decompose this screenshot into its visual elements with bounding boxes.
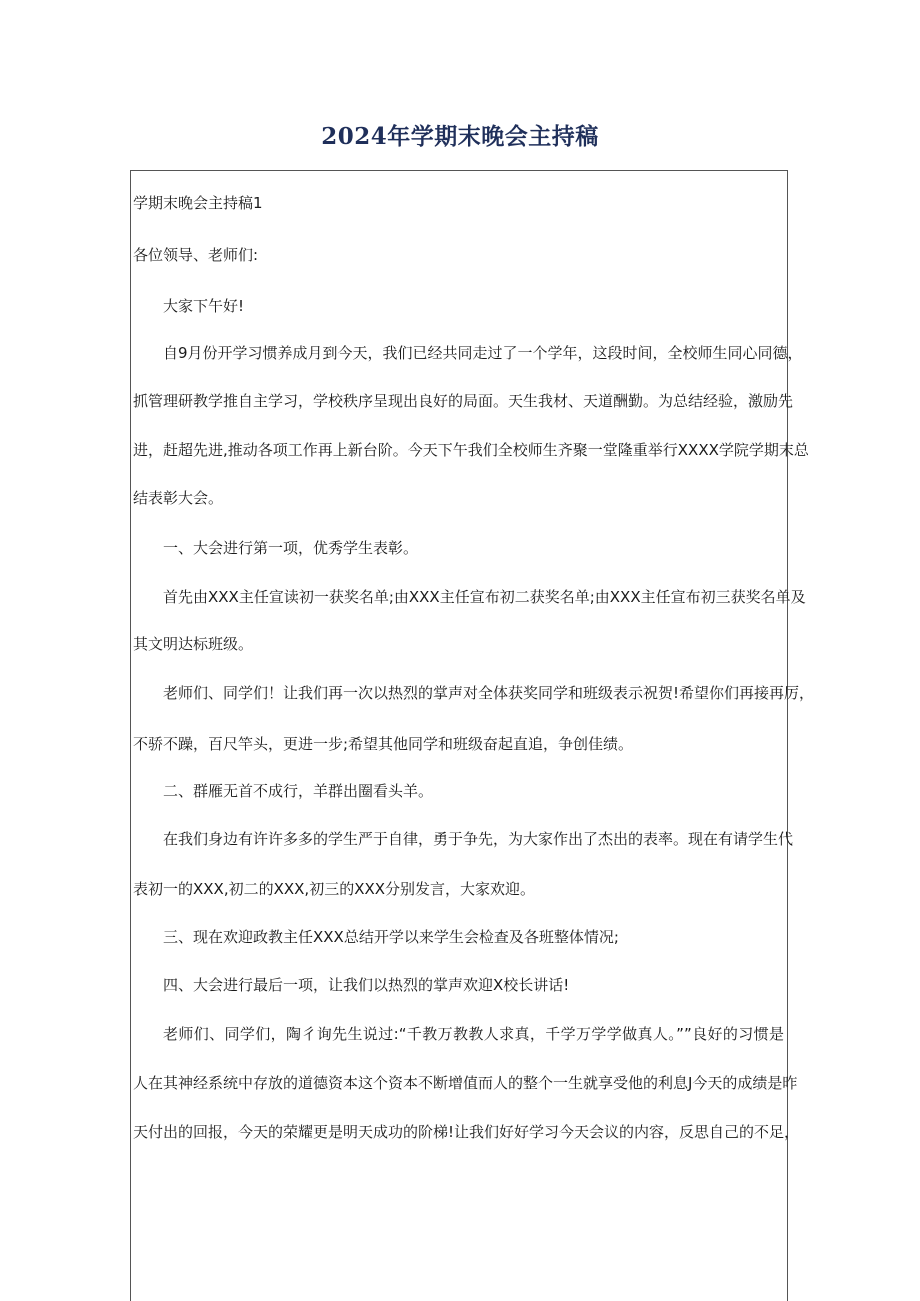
paragraph-line: 不骄不躁，百尺竿头，更进一步;希望其他同学和班级奋起直追，争创佳绩。	[133, 735, 634, 753]
section-heading: 学期末晚会主持稿1	[133, 194, 263, 212]
paragraph-line: 人在其神经系统中存放的道德资本这个资本不断增值而人的整个一生就享受他的利息J今天的成绩是昨	[133, 1074, 798, 1092]
agenda-item: 二、群雁无首不成行，羊群出圈看头羊。	[163, 782, 434, 800]
paragraph-line: 老师们、同学们！让我们再一次以热烈的掌声对全体获奖同学和班级表示祝贺!希望你们再接再厉，	[163, 684, 815, 702]
agenda-item: 一、大会进行第一项，优秀学生表彰。	[163, 539, 419, 557]
paragraph-line: 天付出的回报，今天的荣耀更是明天成功的阶梯!让我们好好学习今天会议的内容，反思自己的不足，	[133, 1123, 800, 1141]
agenda-item: 三、现在欢迎政教主任XXX总结开学以来学生会检查及各班整体情况;	[163, 928, 619, 946]
document-title: 2024年学期末晚会主持稿	[321, 123, 599, 150]
salutation: 各位领导、老师们:	[133, 246, 259, 264]
paragraph-line: 首先由XXX主任宣读初一获奖名单;由XXX主任宣布初二获奖名单;由XXX主任宣布初三获奖名单及	[163, 588, 806, 606]
paragraph-line: 抓管理研教学推自主学习，学校秩序呈现出良好的局面。天生我材、天道酬勤。为总结经验，激励先	[133, 392, 794, 410]
agenda-item: 四、大会进行最后一项，让我们以热烈的掌声欢迎X校长讲话!	[163, 976, 570, 994]
paragraph-line: 自9月份开学习惯养成月到今天，我们已经共同走过了一个学年，这段时间，全校师生同心同德，	[163, 344, 803, 362]
paragraph-line: 其文明达标班级。	[133, 635, 254, 653]
greeting: 大家下午好!	[163, 297, 245, 315]
paragraph-line: 在我们身边有许许多多的学生严于自律，勇于争先，为大家作出了杰出的表率。现在有请学生代	[163, 830, 794, 848]
paragraph-line: 进，赶超先进,推动各项工作再上新台阶。今天下午我们全校师生齐聚一堂隆重举行XXXX学院学期末总	[133, 441, 809, 459]
paragraph-line: 表初一的XXX,初二的XXX,初三的XXX分别发言，大家欢迎。	[133, 880, 536, 898]
paragraph-line: 老师们、同学们，陶彳询先生说过:“千教万教教人求真，千学万学学做真人。””良好的习惯是	[163, 1025, 784, 1043]
paragraph-line: 结表彰大会。	[133, 489, 224, 507]
